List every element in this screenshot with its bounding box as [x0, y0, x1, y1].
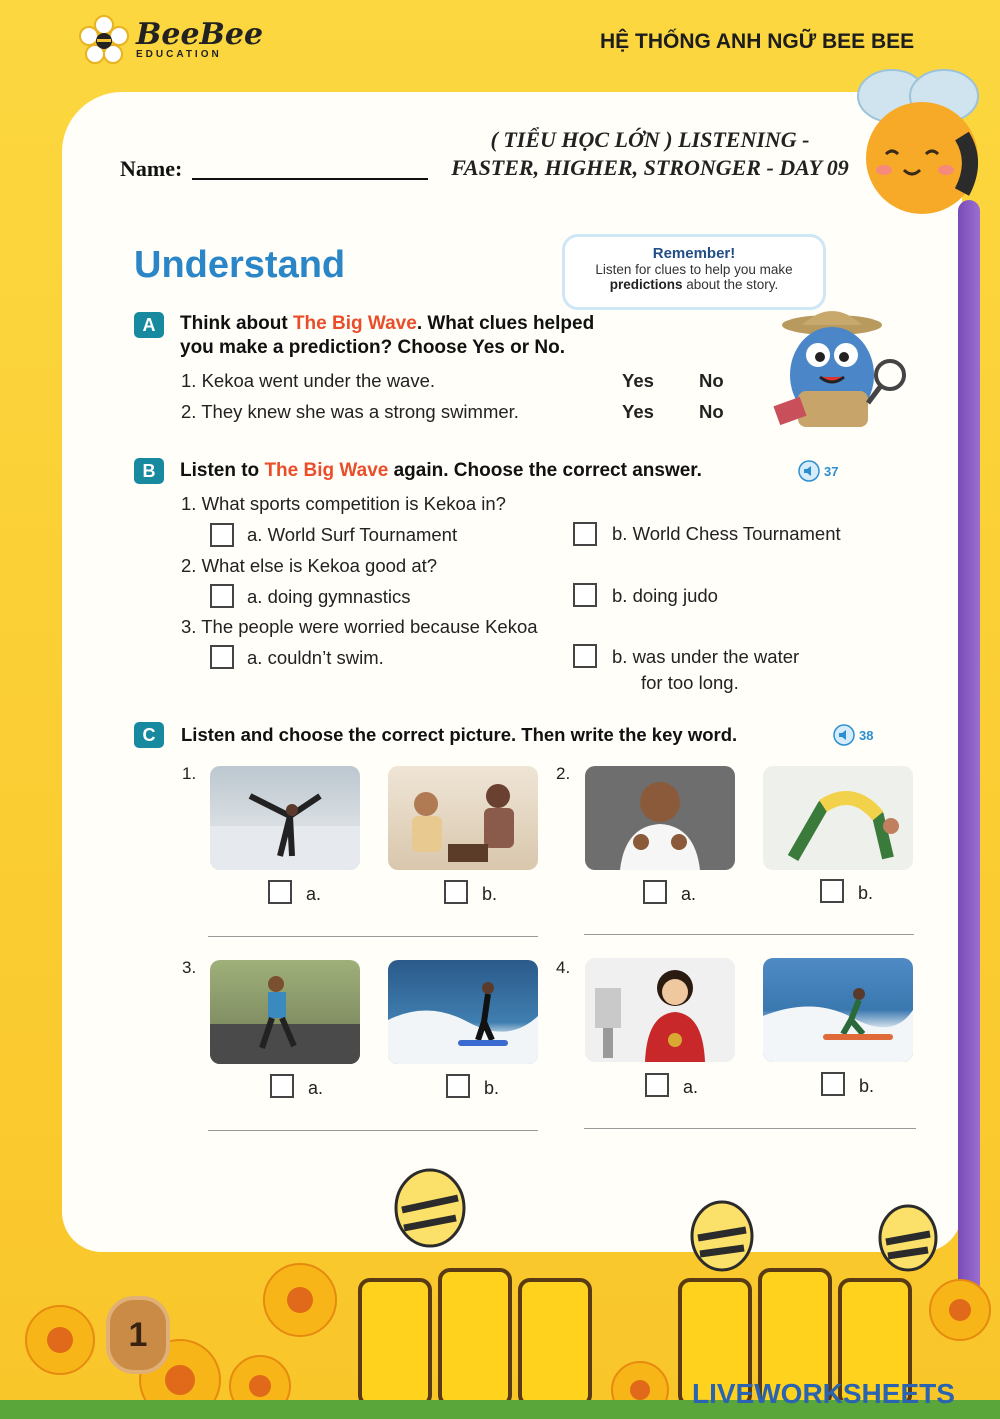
audio-track-37[interactable] — [798, 460, 838, 482]
no-option-2[interactable]: No — [699, 401, 724, 422]
section-b-story: The Big Wave — [264, 460, 389, 481]
answer-q3-b: b. was under the water — [612, 646, 800, 667]
section-b-pre: Listen to — [180, 460, 265, 481]
yes-option-2[interactable]: Yes — [622, 401, 654, 422]
answer-q2-a: a. doing gymnastics — [247, 586, 411, 607]
audio-track-38[interactable] — [833, 724, 873, 746]
brand-sub: EDUCATION — [136, 48, 222, 60]
section-a-story: The Big Wave — [292, 313, 417, 334]
checkbox-4b[interactable] — [821, 1072, 845, 1096]
checkbox-1b[interactable] — [444, 880, 468, 904]
speaker-icon — [798, 460, 820, 482]
flower-bee-icon — [78, 14, 130, 66]
answer-q1-b: b. World Chess Tournament — [612, 523, 841, 544]
option-label-2a: a. — [681, 884, 697, 904]
item-number-1: 1. — [182, 764, 197, 783]
running-photo — [210, 960, 360, 1064]
section-c-instruction: Listen and choose the correct picture. Then write the key word. — [181, 724, 738, 745]
understand-heading: Understand — [134, 244, 346, 286]
checkbox-4a[interactable] — [645, 1073, 669, 1097]
keyword-line-2[interactable] — [584, 934, 914, 935]
liveworksheets-watermark: LIVEWORKSHEETS — [692, 1378, 955, 1409]
section-a-badge: A — [134, 312, 164, 338]
keyword-line-3[interactable] — [208, 1130, 538, 1131]
answer-q2-b: b. doing judo — [612, 585, 718, 606]
section-b-instruction — [180, 459, 702, 483]
option-label-1a: a. — [306, 884, 322, 904]
checkbox-q3-b[interactable] — [573, 644, 597, 668]
question-1: 1. What sports competition is Kekoa in? — [181, 493, 506, 514]
name-input-line[interactable] — [192, 178, 428, 180]
purple-border — [958, 200, 980, 1300]
explorer-mascot-icon — [772, 305, 912, 440]
item-number-3: 3. — [182, 958, 197, 977]
remember-bubble — [562, 234, 826, 310]
remember-strong: predictions — [609, 277, 683, 292]
section-a-post: . What clues helped — [416, 313, 595, 334]
question-2: 2. What else is Kekoa good at? — [181, 555, 438, 576]
surfing-photo-b3 — [388, 960, 538, 1064]
keyword-line-4[interactable] — [584, 1128, 916, 1129]
speaker-icon — [833, 724, 855, 746]
remember-title: Remember! — [652, 245, 736, 262]
checkbox-q1-a[interactable] — [210, 523, 234, 547]
option-label-3a: a. — [308, 1078, 324, 1098]
checkbox-q2-b[interactable] — [573, 583, 597, 607]
checkbox-q1-b[interactable] — [573, 522, 597, 546]
name-label: Name: — [120, 156, 183, 181]
section-a-item-2: 2. They knew she was a strong swimmer. — [181, 401, 519, 422]
checkbox-3a[interactable] — [270, 1074, 294, 1098]
option-label-4b: b. — [859, 1076, 875, 1096]
option-label-4a: a. — [683, 1077, 699, 1097]
trophy-girl-photo — [585, 958, 735, 1062]
answer-q3-a: a. couldn’t swim. — [247, 647, 384, 668]
checkbox-q2-a[interactable] — [210, 584, 234, 608]
checkbox-2a[interactable] — [643, 880, 667, 904]
checkbox-q3-a[interactable] — [210, 645, 234, 669]
checkbox-3b[interactable] — [446, 1074, 470, 1098]
yoga-photo — [763, 766, 913, 870]
chess-photo — [388, 766, 538, 870]
option-label-3b: b. — [484, 1078, 500, 1098]
checkbox-2b[interactable] — [820, 879, 844, 903]
worksheet-title: ( TIỂU HỌC LỚN ) LISTENING - FASTER, HIGHER, STRONGER - DAY 09 — [451, 127, 849, 180]
page-number: 1 — [106, 1296, 170, 1374]
section-c-badge: C — [134, 722, 164, 748]
surfing-photo-b4 — [763, 958, 913, 1062]
option-label-1b: b. — [482, 884, 498, 904]
section-a-instruction — [180, 312, 594, 360]
section-a-item-1: 1. Kekoa went under the wave. — [181, 370, 436, 391]
item-number-4: 4. — [556, 958, 571, 977]
checkbox-1a[interactable] — [268, 880, 292, 904]
system-title: HỆ THỐNG ANH NGỮ BEE BEE — [600, 30, 915, 53]
answer-q3-b-cont: for too long. — [641, 672, 739, 693]
bee-mascot-icon — [852, 66, 982, 216]
keyword-line-1[interactable] — [208, 936, 538, 937]
gymnastics-photo — [210, 766, 360, 870]
section-a-pre: Think about — [180, 313, 293, 334]
item-number-2: 2. — [556, 764, 571, 783]
judo-photo — [585, 766, 735, 870]
no-option-1[interactable]: No — [699, 370, 724, 391]
track-number: 38 — [859, 727, 874, 743]
section-a-line2: you make a prediction? Choose Yes or No. — [180, 337, 566, 358]
brand-name: BeeBee — [136, 16, 264, 52]
remember-line2: about the story. — [686, 277, 779, 292]
yes-option-1[interactable]: Yes — [622, 370, 654, 391]
question-3: 3. The people were worried because Kekoa — [181, 616, 538, 637]
option-label-2b: b. — [858, 883, 874, 903]
section-b-badge: B — [134, 458, 164, 484]
brand-logo — [78, 14, 263, 66]
remember-line1: Listen for clues to help you make — [595, 262, 793, 277]
track-number: 37 — [824, 463, 839, 479]
answer-q1-a: a. World Surf Tournament — [247, 524, 458, 545]
section-b-post: again. Choose the correct answer. — [388, 460, 702, 481]
